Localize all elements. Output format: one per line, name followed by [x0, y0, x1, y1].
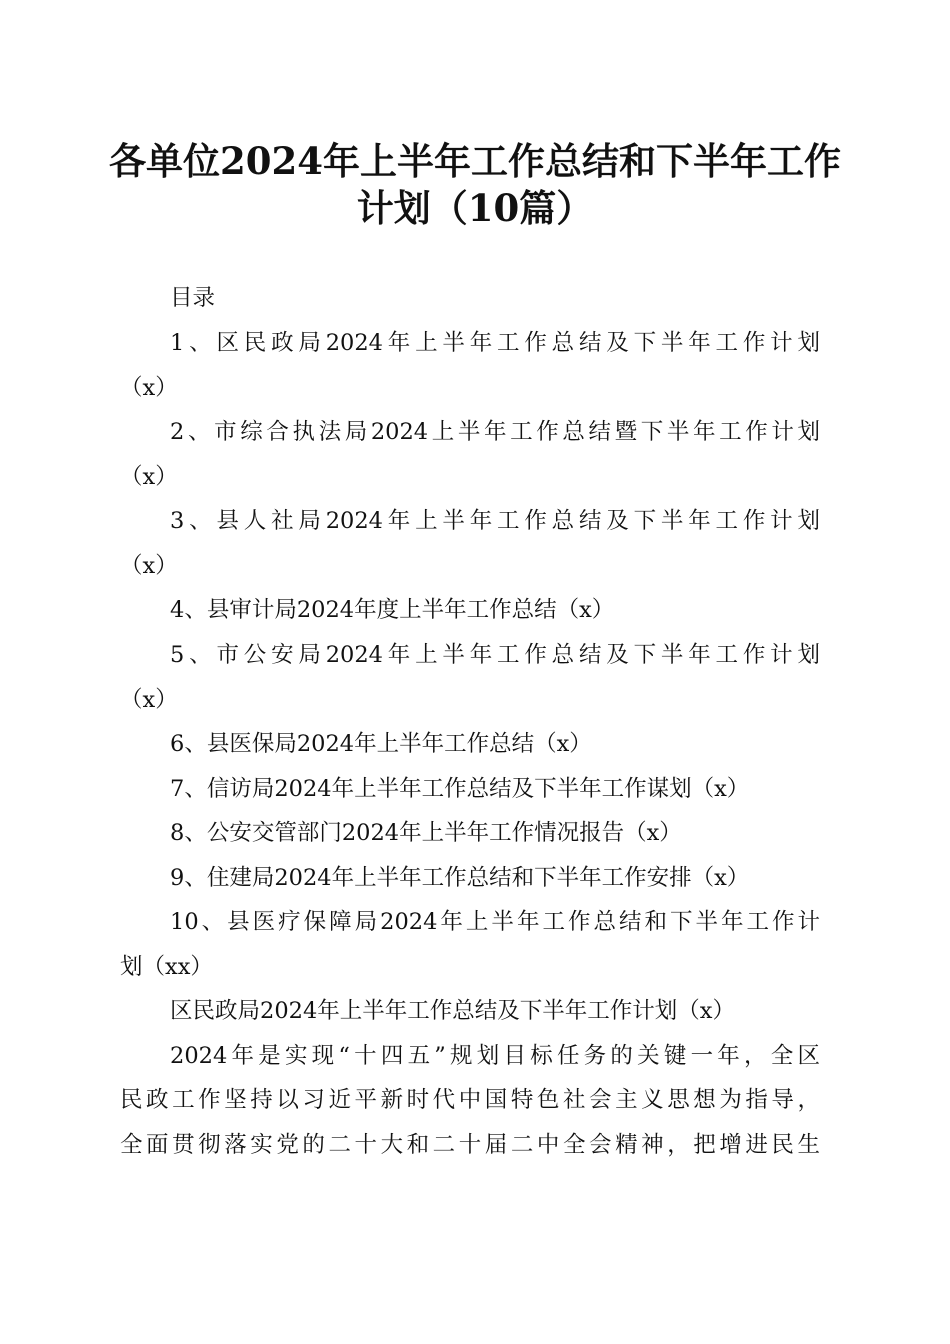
toc-entry-3-cont: （x）: [120, 553, 178, 579]
toc-entry-3: 3、县人社局2024年上半年工作总结及下半年工作计划: [170, 508, 820, 534]
toc-entry-6: 6、县医保局2024年上半年工作总结（x）: [170, 731, 592, 757]
toc-entry-7: 7、信访局2024年上半年工作总结及下半年工作谋划（x）: [170, 776, 750, 802]
toc-entry-10-cont: 划（xx）: [120, 954, 213, 980]
toc-entry-8: 8、公安交管部门2024年上半年工作情况报告（x）: [170, 820, 682, 846]
document-title-line-2: 计划（10篇）: [356, 186, 594, 230]
toc-entry-9: 9、住建局2024年上半年工作总结和下半年工作安排（x）: [170, 865, 750, 891]
document-title-line-1: 各单位2024年上半年工作总结和下半年工作: [109, 139, 841, 183]
toc-entry-5-cont: （x）: [120, 687, 178, 713]
body-paragraph-line-1: 2024年是实现“十四五”规划目标任务的关键一年，全区: [170, 1043, 820, 1069]
toc-entry-2-cont: （x）: [120, 464, 178, 490]
toc-entry-2: 2、市综合执法局2024上半年工作总结暨下半年工作计划: [170, 419, 820, 445]
body-paragraph-line-3: 全面贯彻落实党的二十大和二十届二中全会精神，把增进民生: [120, 1132, 820, 1158]
toc-entry-4: 4、县审计局2024年度上半年工作总结（x）: [170, 597, 615, 623]
body-paragraph-line-2: 民政工作坚持以习近平新时代中国特色社会主义思想为指导，: [120, 1087, 820, 1113]
toc-heading: 目录: [170, 285, 216, 311]
section-title: 区民政局2024年上半年工作总结及下半年工作计划（x）: [170, 998, 735, 1024]
toc-entry-1-cont: （x）: [120, 375, 178, 401]
toc-entry-1: 1、区民政局2024年上半年工作总结及下半年工作计划: [170, 330, 820, 356]
toc-entry-5: 5、市公安局2024年上半年工作总结及下半年工作计划: [170, 642, 820, 668]
toc-entry-10: 10、县医疗保障局2024年上半年工作总结和下半年工作计: [170, 909, 820, 935]
